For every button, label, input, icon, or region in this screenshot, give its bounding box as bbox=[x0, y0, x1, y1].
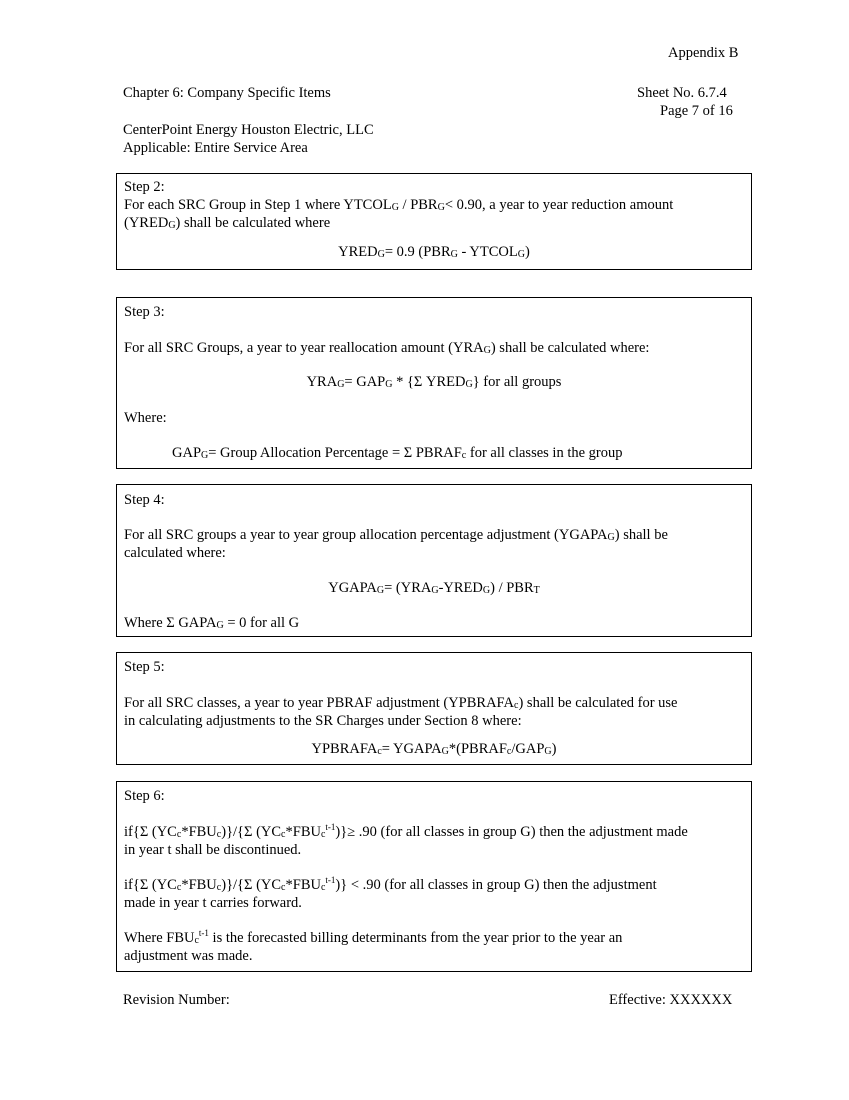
step-5-text: For all SRC classes, a year to year PBRAF adjustment $(YPBRAFA_c)$ shall be calculated for use bbox=[124, 695, 678, 711]
step-4-box: Step 4: For all SRC groups a year to year group allocation percentage adjustment $(YGAPA_G)$ shall be calculated where: $YGAPA_G=$ $(YRA_G-YRED_G) / PBR_T$ Where Σ $GAPA_G = 0$ for all G bbox=[116, 484, 752, 637]
revision-number: Revision Number: bbox=[123, 992, 230, 1008]
step-6-heading: Step 6: bbox=[124, 788, 165, 804]
step-3-definition: $GAP_G=$ Group Allocation Percentage = Σ $PBRAF_c$ for all classes in the group bbox=[172, 445, 623, 461]
step-5-heading: Step 5: bbox=[124, 659, 165, 675]
sheet-number: Sheet No. 6.7.4 bbox=[637, 85, 727, 101]
applicable-area: Applicable: Entire Service Area bbox=[123, 140, 308, 156]
step-3-heading: Step 3: bbox=[124, 304, 165, 320]
step-3-text: For all SRC Groups, a year to year reallocation amount $(YRA_G)$ shall be calculated where: bbox=[124, 340, 650, 356]
effective-date: Effective: XXXXXX bbox=[609, 992, 733, 1008]
company-name: CenterPoint Energy Houston Electric, LLC bbox=[123, 122, 374, 138]
step-6-condition-carry-forward: if{Σ $(YC_c*FBU_c)\}/\{\Sigma$ $(YC_c*FBU_c^{t-1})\} < .90$ (for all classes in group G) then the adjustment bbox=[124, 875, 657, 893]
step-2-formula: $YRED_G= 0.9$ ($PBR_G$ - $YTCOL_G$) bbox=[338, 244, 530, 260]
step-4-formula: $YGAPA_G=$ $(YRA_G-YRED_G) / PBR_T$ bbox=[328, 580, 540, 596]
step-4-heading: Step 4: bbox=[124, 492, 165, 508]
step-4-where: Where Σ $GAPA_G = 0$ for all G bbox=[124, 615, 300, 631]
page-number: Page 7 of 16 bbox=[660, 103, 733, 119]
step-6-definition: Where $FBU_c^{t-1}$ is the forecasted billing determinants from the year prior to the year an bbox=[124, 928, 623, 946]
step-6-box: Step 6: if{Σ $(YC_c*FBU_c)\}/\{\Sigma$ $(YC_c*FBU_c^{t-1})\}\ge .90$ (for all classes in group G) then the adjustment made in year t shall be discontinued. if{Σ $(YC_c*FBU_c)\}/\{\Sigma$ $(YC_c*FBU_c^{t-1})\} < .90$ (for all classes in group G) then the adjustment made in year t carries forward. Where $FBU_c^{t-1}$ is the forecasted billing determinants from the year prior to the year an adjustment was made. bbox=[116, 781, 752, 972]
chapter-title: Chapter 6: Company Specific Items bbox=[123, 85, 331, 101]
step-3-formula: $YRA_G= GAP_G * \{\Sigma$ $YRED_G$} for all groups bbox=[306, 374, 562, 390]
step-6-condition-discontinue: if{Σ $(YC_c*FBU_c)\}/\{\Sigma$ $(YC_c*FBU_c^{t-1})\}\ge .90$ (for all classes in group G) then the adjustment made bbox=[124, 822, 688, 840]
step-5-formula: $YPBRAFA_c=$ $YGAPA_G*(PBRAF_c/GAP_G)$ bbox=[311, 741, 557, 757]
step-2-heading: Step 2: bbox=[124, 179, 165, 195]
step-3-box bbox=[116, 297, 752, 469]
step-4-text: For all SRC groups a year to year group allocation percentage adjustment $(YGAPA_G)$ shall be bbox=[124, 527, 668, 543]
step-2-box: Step 2: For each SRC Group in Step 1 where $YTCOL_G / PBR_G< 0.90$, a year to year reduction amount $(YRED_G)$ shall be calculated where $YRED_G= 0.9$ ($PBR_G$ - $YTCOL_G$) bbox=[116, 173, 752, 270]
appendix-label: Appendix B bbox=[668, 45, 739, 61]
step-3-where: Where: bbox=[124, 410, 167, 426]
step-2-text: For each SRC Group in Step 1 where $YTCOL_G / PBR_G< 0.90$, a year to year reduction amount bbox=[124, 197, 674, 213]
step-5-box: Step 5: For all SRC classes, a year to year PBRAF adjustment $(YPBRAFA_c)$ shall be calculated for use in calculating adjustments to the SR Charges under Section 8 where: $YPBRAFA_c=$ $YGAPA_G*(PBRAF_c/GAP_G)$ bbox=[116, 652, 752, 765]
